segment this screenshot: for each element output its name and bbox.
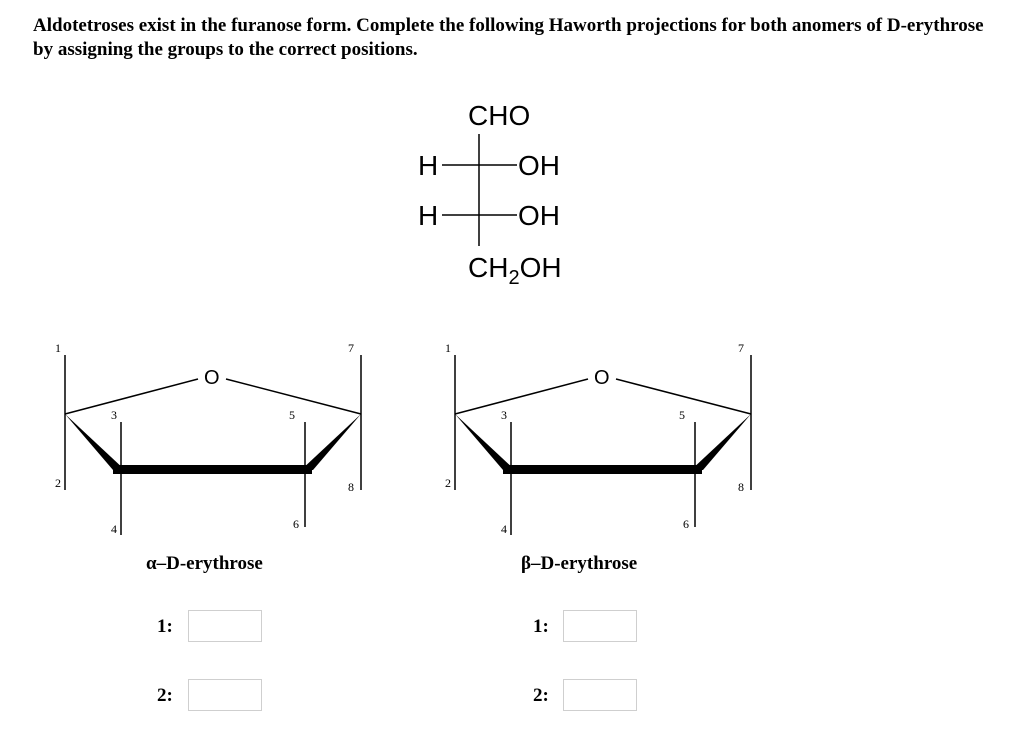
fischer-bottom-sub: 2	[508, 267, 520, 289]
beta-anomer-label: β–D-erythrose	[521, 553, 638, 574]
fischer-bottom-ch: CH	[468, 252, 509, 283]
position-6: 6	[293, 517, 299, 531]
beta-blank-1-label: 1:	[533, 616, 549, 637]
alpha-blank-1-label: 1:	[157, 616, 173, 637]
ring-front-bond	[113, 465, 312, 474]
fischer-bottom-group	[468, 252, 562, 289]
beta-blank-2-label: 2:	[533, 685, 549, 706]
ring-bond-left	[65, 379, 198, 414]
position-2: 2	[55, 476, 61, 490]
position-8: 8	[738, 480, 744, 494]
fischer-row2-left: H	[418, 200, 439, 231]
fischer-row2-right: OH	[518, 200, 560, 231]
fischer-row1-left: H	[418, 150, 439, 181]
ring-bond-left	[455, 379, 588, 414]
position-4: 4	[501, 522, 507, 536]
alpha-answer-2-input[interactable]	[188, 679, 262, 711]
alpha-anomer-label: α–D-erythrose	[146, 553, 263, 574]
position-8: 8	[348, 480, 354, 494]
beta-answer-1-input[interactable]	[563, 610, 637, 642]
ring-oxygen: O	[204, 367, 220, 389]
haworth-alpha	[55, 341, 361, 536]
ring-wedge-right	[690, 414, 751, 471]
question-text: Aldotetroses exist in the furanose form. Complete the following Haworth projections for both anomers of D-erythrose by assigning the groups to the correct positions.	[33, 15, 984, 60]
position-1: 1	[445, 341, 451, 355]
position-7: 7	[738, 341, 744, 355]
haworth-beta	[445, 341, 751, 536]
ring-wedge-left	[455, 414, 516, 471]
fischer-row1-right: OH	[518, 150, 560, 181]
alpha-blank-2-label: 2:	[157, 685, 173, 706]
fischer-projection	[418, 100, 562, 289]
position-4: 4	[111, 522, 117, 536]
ring-front-bond	[503, 465, 702, 474]
position-5: 5	[289, 408, 295, 422]
ring-wedge-right	[300, 414, 361, 471]
position-5: 5	[679, 408, 685, 422]
position-6: 6	[683, 517, 689, 531]
position-3: 3	[111, 408, 117, 422]
position-2: 2	[445, 476, 451, 490]
position-3: 3	[501, 408, 507, 422]
fischer-top-group: CHO	[468, 100, 531, 131]
ring-oxygen: O	[594, 367, 610, 389]
alpha-answer-1-input[interactable]	[188, 610, 262, 642]
ring-wedge-left	[65, 414, 126, 471]
position-1: 1	[55, 341, 61, 355]
position-7: 7	[348, 341, 354, 355]
beta-answer-2-input[interactable]	[563, 679, 637, 711]
fischer-bottom-oh: OH	[519, 252, 562, 283]
